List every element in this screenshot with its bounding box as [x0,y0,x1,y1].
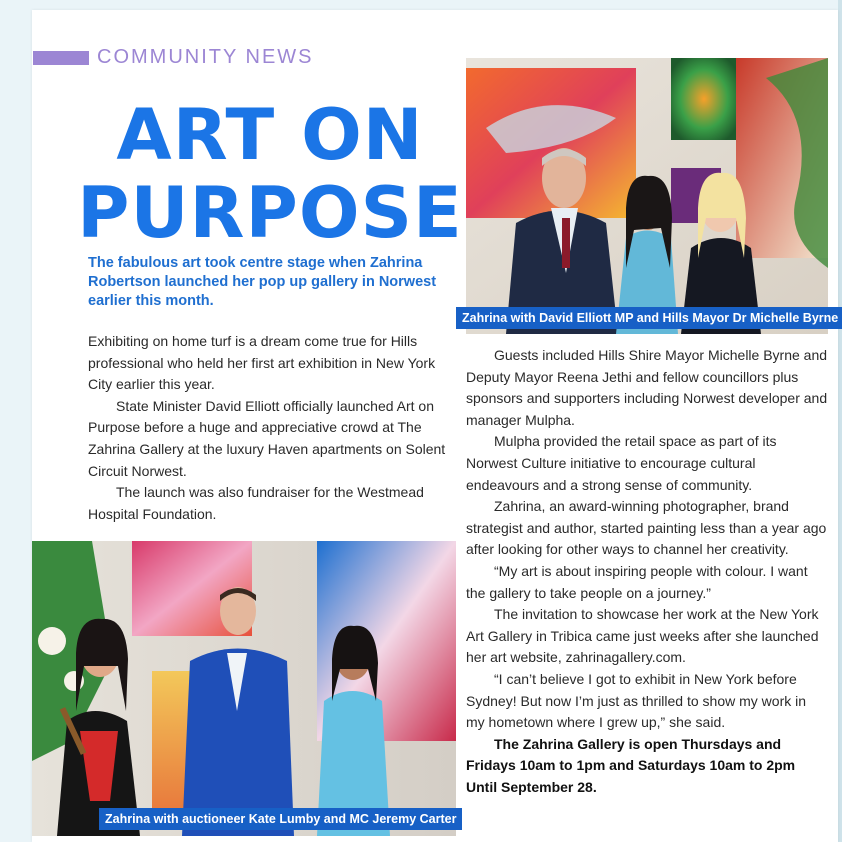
paragraph: The launch was also fundraiser for the Westmead Hospital Foundation. [88,484,424,522]
paragraph: Zahrina, an award-winning photographer, brand strategist and author, started painting less than a year ago after looking for other ways to channel her creativity. [466,498,827,558]
page-frame-right [838,0,842,842]
paragraph: Mulpha provided the retail space as part of its Norwest Culture initiative to encourage cultural endeavours and a strong sense of community. [466,433,777,493]
paragraph: State Minister David Elliott officially launched Art on Purpose before a huge and appreciative crowd at The Zahrina Gallery at the luxury Haven apartments on Solent Circuit Norwest. [88,397,446,479]
paragraph: Guests included Hills Shire Mayor Michelle Byrne and Deputy Mayor Reena Jethi and fellow councillors plus sponsors and supporters including Norwest developer and manager Mulpha. [466,347,828,428]
section-marker-bar [33,51,89,65]
headline-line-2: PURPOSE [77,172,463,254]
section-label: COMMUNITY NEWS [97,46,314,68]
closing-note: The Zahrina Gallery is open Thursdays and Fridays 10am to 1pm and Saturdays 10am to 2pm Until September 28. [466,735,796,795]
event-photo-bottom [32,541,456,836]
photo-caption-bottom: Zahrina with auctioneer Kate Lumby and MC Jeremy Carter [99,808,462,830]
standfirst: The fabulous art took centre stage when Zahrina Robertson launched her pop up gallery in Norwest earlier this month. [88,255,437,309]
photo-caption-top: Zahrina with David Elliott MP and Hills Mayor Dr Michelle Byrne [456,307,842,329]
headline-line-1: ART ON [116,94,424,176]
paragraph: The invitation to showcase her work at the New York Art Gallery in Tribica came just weeks after she launched her art website, zahrinagallery.com. [466,606,819,666]
paragraph: “I can’t believe I got to exhibit in New York before Sydney! But now I’m just as thrilled to show my work in my hometown where I grew up,” she said. [466,670,807,731]
paragraph: “My art is about inspiring people with colour. I want the gallery to take people on a journey.” [466,562,808,601]
event-photo-top [466,58,828,334]
paragraph: Exhibiting on home turf is a dream come true for Hills professional who held her first art exhibition in New York City earlier this year. [88,333,436,393]
page-frame-top [0,0,842,10]
body-column-left [88,331,460,525]
page-frame-left [0,0,32,842]
body-column-right [466,345,828,798]
headline [66,94,474,254]
